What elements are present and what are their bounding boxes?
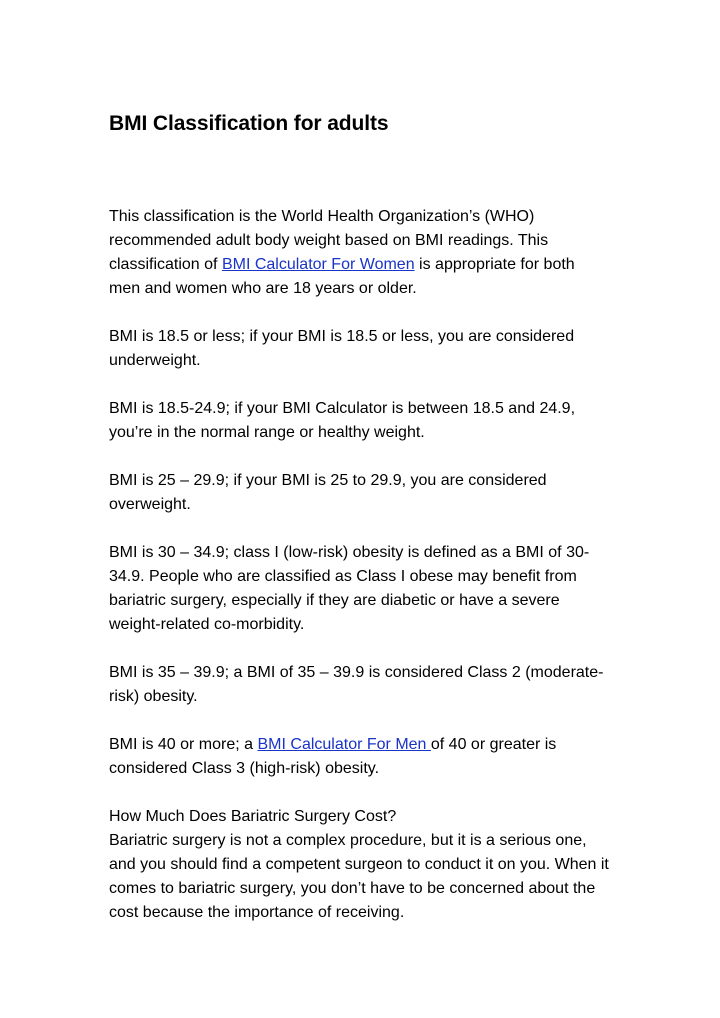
- bmi-calculator-men-link[interactable]: BMI Calculator For Men: [257, 736, 431, 753]
- cost-heading: How Much Does Bariatric Surgery Cost?: [109, 808, 397, 825]
- class3-obesity-paragraph: [109, 733, 609, 781]
- class3-text-before: BMI is 40 or more; a: [109, 736, 258, 753]
- intro-text-before: This classification is the World Health Organization’s (WHO) recommended adult body weight based on BMI readings. This classification of: [109, 208, 549, 273]
- bmi-calculator-women-link[interactable]: BMI Calculator For Women: [221, 256, 415, 273]
- page-title: BMI Classification for adults: [109, 112, 389, 135]
- overweight-paragraph: BMI is 25 – 29.9; if your BMI is 25 to 29.9, you are considered overweight.: [109, 472, 547, 513]
- intro-text-after: is appropriate for both men and women who are 18 years or older.: [109, 256, 575, 297]
- document-content: [109, 110, 609, 925]
- class2-obesity-paragraph: BMI is 35 – 39.9; a BMI of 35 – 39.9 is considered Class 2 (moderate-risk) obesity.: [109, 664, 604, 705]
- cost-paragraph: Bariatric surgery is not a complex procedure, but it is a serious one, and you should find a competent surgeon to conduct it on you. When it comes to bariatric surgery, you don’t have to be concerned about the cost because the importance of receiving.: [109, 832, 609, 921]
- intro-paragraph: [109, 205, 609, 301]
- underweight-paragraph: BMI is 18.5 or less; if your BMI is 18.5 or less, you are considered underweight.: [109, 328, 575, 369]
- class1-obesity-paragraph: BMI is 30 – 34.9; class I (low-risk) obesity is defined as a BMI of 30-34.9. People who are classified as Class I obese may benefit from bariatric surgery, especially if they are diabetic or have a severe weight-related co-morbidity.: [109, 544, 590, 633]
- class3-text-after: of 40 or greater is considered Class 3 (high-risk) obesity.: [109, 736, 557, 777]
- normal-weight-paragraph: BMI is 18.5-24.9; if your BMI Calculator is between 18.5 and 24.9, you’re in the normal range or healthy weight.: [109, 400, 576, 441]
